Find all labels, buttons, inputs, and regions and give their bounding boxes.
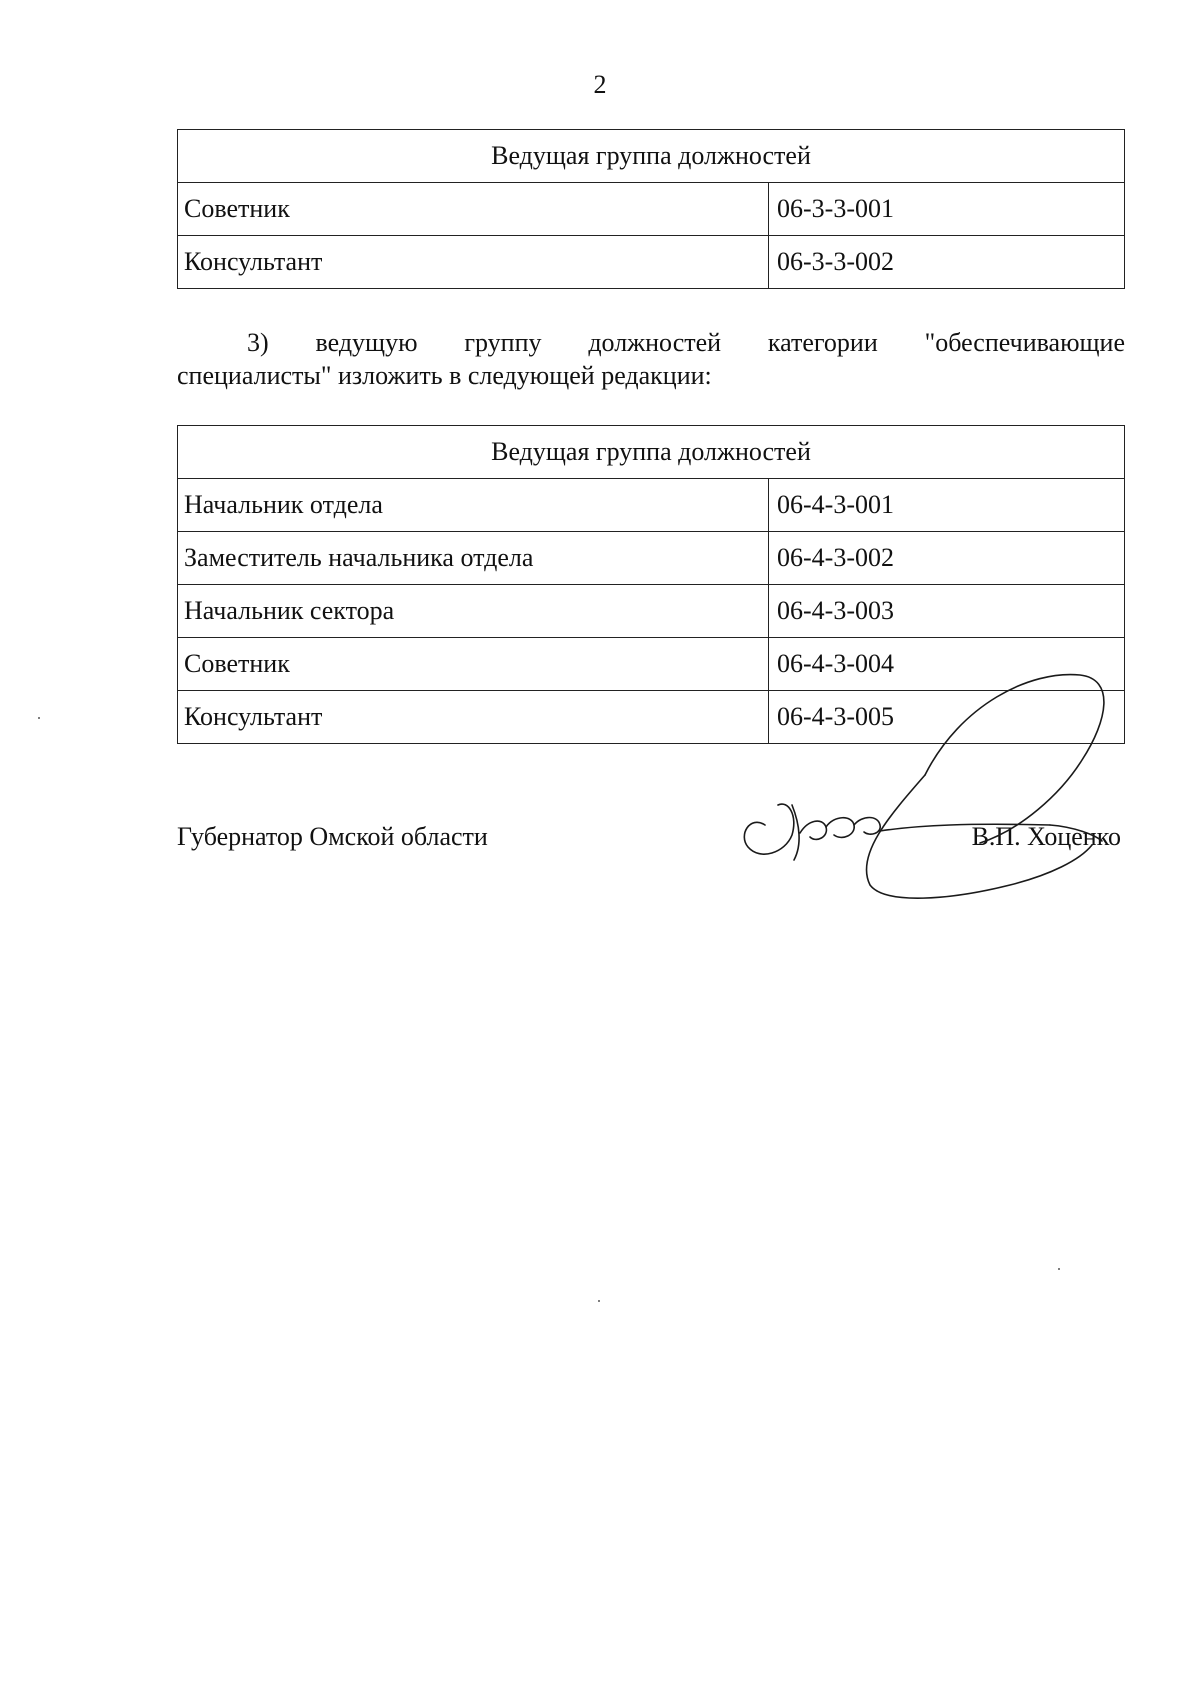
amendment-paragraph	[177, 326, 1125, 392]
position-code: 06-3-3-002	[769, 236, 1125, 289]
position-name: Заместитель начальника отдела	[178, 532, 769, 585]
paragraph-line-2: специалисты" изложить в следующей редакции:	[177, 361, 712, 390]
table-row	[178, 585, 1125, 638]
position-code: 06-4-3-005	[769, 691, 1125, 744]
table-row	[178, 479, 1125, 532]
signature-block	[177, 822, 1125, 862]
scan-speck	[598, 1300, 600, 1302]
position-code: 06-4-3-002	[769, 532, 1125, 585]
group-title: Ведущая группа должностей	[178, 426, 1125, 479]
signer-name: В.П. Хоценко	[971, 822, 1121, 851]
group-title: Ведущая группа должностей	[178, 130, 1125, 183]
table-row	[178, 691, 1125, 744]
scan-speck	[1058, 1268, 1060, 1270]
positions-table-2	[177, 425, 1125, 744]
position-name: Советник	[178, 638, 769, 691]
position-code: 06-4-3-001	[769, 479, 1125, 532]
positions-table-1	[177, 129, 1125, 289]
position-name: Начальник отдела	[178, 479, 769, 532]
position-name: Консультант	[178, 691, 769, 744]
table-row	[178, 532, 1125, 585]
table-row	[178, 638, 1125, 691]
position-name: Советник	[178, 183, 769, 236]
paragraph-line-1: 3) ведущую группу должностей категории "обеспечивающие	[247, 328, 1125, 357]
position-code: 06-4-3-003	[769, 585, 1125, 638]
table-row	[178, 236, 1125, 289]
position-code: 06-3-3-001	[769, 183, 1125, 236]
table-header-row	[178, 426, 1125, 479]
position-name: Начальник сектора	[178, 585, 769, 638]
position-code: 06-4-3-004	[769, 638, 1125, 691]
scan-speck	[38, 717, 40, 719]
signer-position: Губернатор Омской области	[177, 822, 488, 851]
position-name: Консультант	[178, 236, 769, 289]
table-header-row	[178, 130, 1125, 183]
page-number: 2	[593, 70, 607, 99]
table-row	[178, 183, 1125, 236]
